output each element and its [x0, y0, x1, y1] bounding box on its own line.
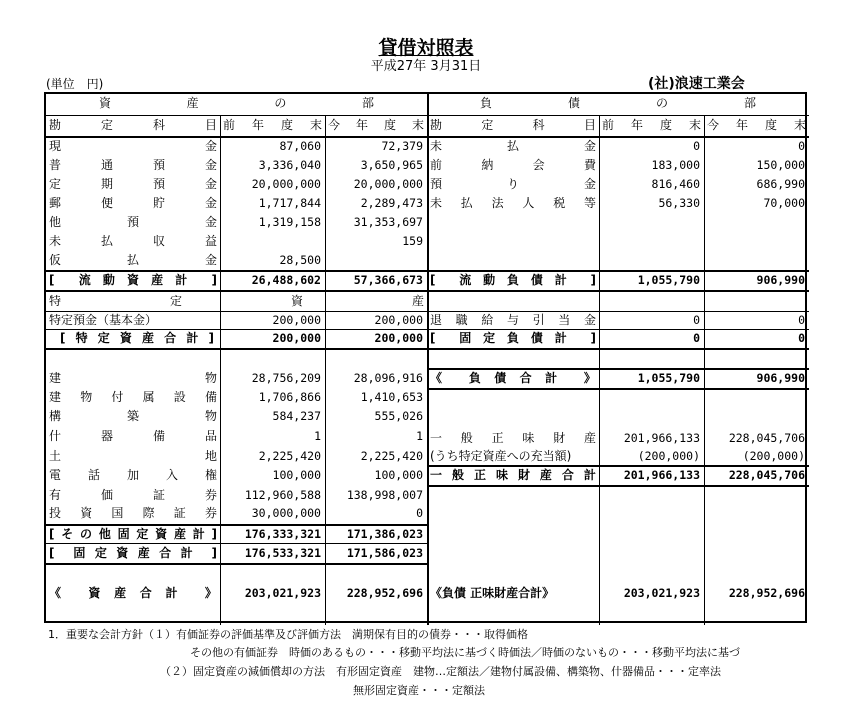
note-line-4: 無形固定資産・・・定額法 — [353, 684, 485, 697]
fixed-asset-row-curr: 100,000 — [374, 468, 423, 482]
fixed-asset-row-curr: 1 — [416, 429, 423, 443]
column-divider — [704, 115, 705, 625]
asset-row-curr: 2,289,473 — [360, 196, 423, 210]
liabilities-total-curr: 906,990 — [756, 371, 805, 385]
other-fixed-total-label: [ そ の 他 固 定 資 産 計 ] — [49, 527, 217, 541]
fixed-liabilities-total-label: [ 固 定 負 債 計 ] — [430, 331, 596, 345]
note-line-2: その他の有価証券 時価のあるもの・・・移動平均法に基づく時価法／時価のないもの・・・移動平均法に基づ — [190, 646, 740, 659]
row-divider — [427, 388, 809, 390]
net-assets-total-label: 一 般 正 味 財 産 合 計 — [430, 468, 596, 482]
fixed-liabilities-total-curr: 0 — [798, 331, 805, 345]
fixed-asset-row-prev: 28,756,209 — [251, 371, 321, 385]
fixed-assets-total-prev: 176,533,321 — [244, 546, 321, 560]
row-divider — [46, 348, 427, 350]
net-assets-total-prev: 201,966,133 — [623, 468, 700, 482]
company-name: (社)浪速工業会 — [648, 76, 745, 92]
retirement-allowance-row-prev: 0 — [693, 313, 700, 327]
liability-row-curr: 70,000 — [763, 196, 805, 210]
net-assets-row-label: 一 般 正 味 財 産 — [430, 431, 596, 445]
fixed-asset-row-prev: 112,960,588 — [244, 488, 321, 502]
assets-total-label: 《 資 産 合 計 》 — [49, 586, 217, 600]
row-divider — [427, 290, 809, 292]
current-liabilities-total-label: [ 流 動 負 債 計 ] — [430, 273, 596, 287]
balance-sheet-table — [44, 92, 807, 623]
assets-total-prev: 203,021,923 — [244, 586, 321, 600]
net-assets-specific-row-label: (うち特定資産への充当額) — [430, 449, 572, 463]
fixed-asset-row-curr: 2,225,420 — [360, 449, 423, 463]
assets-account-header: 勘 定 科 目 — [49, 118, 217, 132]
asset-row-label: 現 金 — [49, 139, 217, 153]
liability-row-prev: 183,000 — [651, 158, 700, 172]
fixed-asset-row-label: 投 資 国 際 証 券 — [49, 506, 217, 520]
assets-total-curr: 228,952,696 — [346, 586, 423, 600]
row-divider — [46, 543, 427, 544]
liabilities-curr-header: 今 年 度 末 — [707, 118, 806, 132]
fixed-asset-row-curr: 138,998,007 — [346, 488, 423, 502]
document-title: 貸借対照表 — [378, 37, 474, 59]
specific-asset-row-prev: 200,000 — [272, 313, 321, 327]
specific-asset-row-curr: 200,000 — [374, 313, 423, 327]
liability-row-curr: 0 — [798, 139, 805, 153]
liabilities-section-header: 負 債 の 部 — [480, 96, 756, 110]
fixed-asset-row-curr: 0 — [416, 506, 423, 520]
center-divider — [427, 94, 429, 625]
assets-prev-header: 前 年 度 末 — [223, 118, 322, 132]
asset-row-prev: 3,336,040 — [258, 158, 321, 172]
liabilities-account-header: 勘 定 科 目 — [430, 118, 596, 132]
row-divider — [46, 290, 427, 292]
specific-asset-row-label: 特定預金（基本金） — [49, 313, 158, 327]
liabilities-total-prev: 1,055,790 — [637, 371, 700, 385]
fixed-asset-row-label: 什 器 備 品 — [49, 429, 217, 443]
asset-row-curr: 31,353,697 — [353, 215, 423, 229]
liability-row-label: 預 り 金 — [430, 177, 596, 191]
fixed-asset-row-label: 建 物 付 属 設 備 — [49, 390, 217, 404]
column-divider — [599, 115, 600, 625]
current-liabilities-total-prev: 1,055,790 — [637, 273, 700, 287]
liability-row-label: 未 払 金 — [430, 139, 596, 153]
fixed-assets-total-label: [ 固 定 資 産 合 計 ] — [49, 546, 217, 560]
liabilities-total-label: 《 負 債 合 計 》 — [430, 371, 596, 385]
fixed-asset-row-prev: 1,706,866 — [258, 390, 321, 404]
retirement-allowance-row-label: 退 職 給 与 引 当 金 — [430, 313, 596, 327]
current-liabilities-total-curr: 906,990 — [756, 273, 805, 287]
fixed-asset-row-prev: 584,237 — [272, 409, 321, 423]
current-assets-total-curr: 57,366,673 — [353, 273, 423, 287]
assets-section-header: 資 産 の 部 — [99, 96, 374, 110]
liability-row-prev: 816,460 — [651, 177, 700, 191]
asset-row-label: 定 期 預 金 — [49, 177, 217, 191]
asset-row-label: 他 預 金 — [49, 215, 217, 229]
specific-assets-total-curr: 200,000 — [374, 331, 423, 345]
fixed-asset-row-label: 有 価 証 券 — [49, 488, 217, 502]
row-divider — [427, 485, 809, 487]
asset-row-curr: 3,650,965 — [360, 158, 423, 172]
fixed-asset-row-prev: 100,000 — [272, 468, 321, 482]
liability-row-prev: 0 — [693, 139, 700, 153]
asset-row-curr: 72,379 — [381, 139, 423, 153]
liability-row-curr: 686,990 — [756, 177, 805, 191]
fixed-asset-row-prev: 2,225,420 — [258, 449, 321, 463]
fixed-asset-row-label: 土 地 — [49, 449, 217, 463]
liability-row-label: 未 払 法 人 税 等 — [430, 196, 596, 210]
other-fixed-total-prev: 176,333,321 — [244, 527, 321, 541]
asset-row-prev: 1,717,844 — [258, 196, 321, 210]
asset-row-label: 仮 払 金 — [49, 253, 217, 267]
grand-total-prev: 203,021,923 — [623, 586, 700, 600]
column-divider — [325, 115, 326, 625]
net-assets-row-prev: 201,966,133 — [623, 431, 700, 445]
assets-curr-header: 今 年 度 末 — [328, 118, 424, 132]
asset-row-prev: 28,500 — [279, 253, 321, 267]
fixed-asset-row-curr: 1,410,653 — [360, 390, 423, 404]
fixed-assets-total-curr: 171,586,023 — [346, 546, 423, 560]
row-divider — [46, 563, 427, 565]
report-date: 平成27年 3月31日 — [370, 59, 482, 74]
retirement-allowance-row-curr: 0 — [798, 313, 805, 327]
liability-row-curr: 150,000 — [756, 158, 805, 172]
note-line-3: （２）固定資産の減価償却の方法 有形固定資産 建物…定額法／建物付属設備、構築物、什器備品・・・定率法 — [160, 665, 721, 678]
specific-assets-total-label: [ 特 定 資 産 合 計 ] — [60, 331, 214, 345]
specific-assets-total-prev: 200,000 — [272, 331, 321, 345]
current-assets-total-label: [ 流 動 資 産 計 ] — [49, 273, 217, 287]
fixed-asset-row-prev: 1 — [314, 429, 321, 443]
fixed-liabilities-total-prev: 0 — [693, 331, 700, 345]
liability-row-label: 前 納 会 費 — [430, 158, 596, 172]
asset-row-prev: 20,000,000 — [251, 177, 321, 191]
asset-row-prev: 1,319,158 — [258, 215, 321, 229]
net-assets-row-curr: 228,045,706 — [728, 431, 805, 445]
asset-row-label: 普 通 預 金 — [49, 158, 217, 172]
asset-row-curr: 159 — [402, 234, 423, 248]
asset-row-label: 郵 便 貯 金 — [49, 196, 217, 210]
liabilities-prev-header: 前 年 度 末 — [602, 118, 701, 132]
net-assets-specific-row-prev: (200,000) — [637, 449, 700, 463]
current-assets-total-prev: 26,488,602 — [251, 273, 321, 287]
note-line-1: 1．重要な会計方針（１）有価証券の評価基準及び評価方法 満期保有目的の債券・・・取得価格 — [48, 628, 528, 641]
asset-row-label: 未 払 収 益 — [49, 234, 217, 248]
column-divider — [220, 115, 221, 625]
other-fixed-total-curr: 171,386,023 — [346, 527, 423, 541]
asset-row-prev: 87,060 — [279, 139, 321, 153]
net-assets-total-curr: 228,045,706 — [728, 468, 805, 482]
liability-row-prev: 56,330 — [658, 196, 700, 210]
fixed-asset-row-curr: 555,026 — [374, 409, 423, 423]
grand-total-curr: 228,952,696 — [728, 586, 805, 600]
grand-total-label: 《負債 正味財産合計》 — [430, 586, 555, 600]
fixed-asset-row-label: 電 話 加 入 権 — [49, 468, 217, 482]
fixed-asset-row-curr: 28,096,916 — [353, 371, 423, 385]
fixed-asset-row-label: 構 築 物 — [49, 409, 217, 423]
fixed-asset-row-prev: 30,000,000 — [251, 506, 321, 520]
unit-label: (単位 円) — [46, 77, 104, 91]
fixed-asset-row-label: 建 物 — [49, 371, 217, 385]
specific-assets-heading: 特 定 資 産 — [49, 294, 424, 308]
asset-row-curr: 20,000,000 — [353, 177, 423, 191]
row-divider — [427, 348, 809, 350]
net-assets-specific-row-curr: (200,000) — [742, 449, 805, 463]
